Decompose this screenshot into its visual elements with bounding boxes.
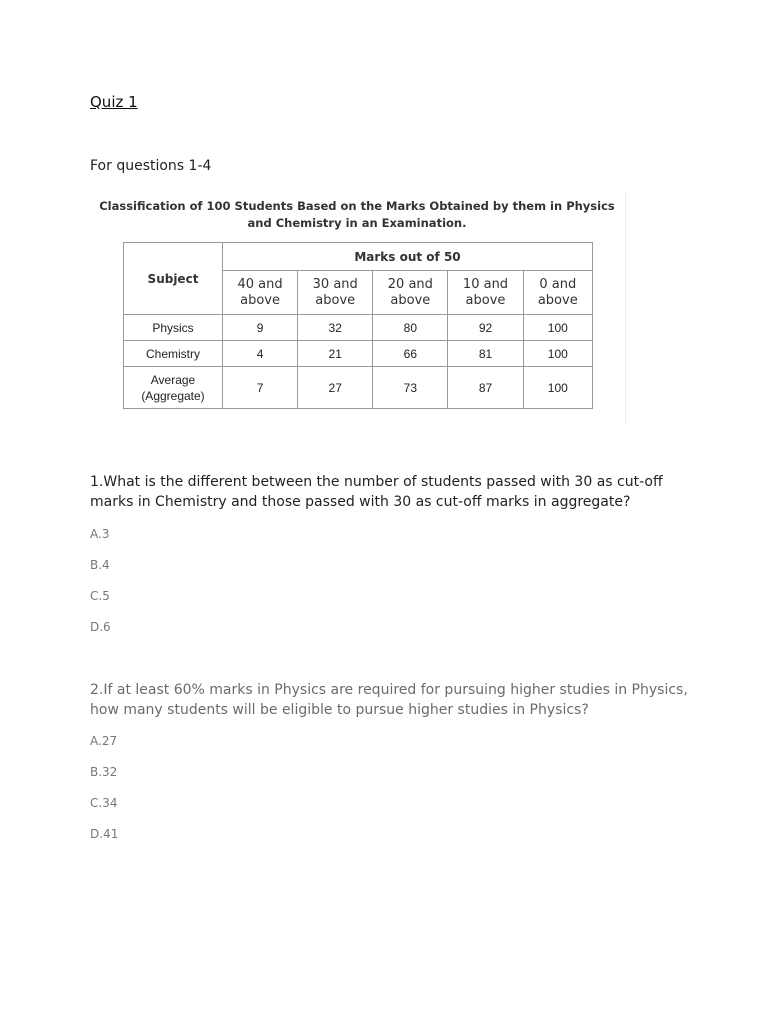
q1-option-b: B.4 [90,558,110,572]
table-figure [92,192,626,424]
column-header: 10 and above [448,271,523,315]
question-1: 1.What is the different between the number of students passed with 30 as cut-off marks in Chemistry and those passed with 30 as cut-off marks in aggregate? [90,474,663,510]
column-header: 0 and above [523,271,592,315]
quiz-title: Quiz 1 [90,93,138,111]
table-row [124,367,593,409]
table-row [124,315,593,341]
q1-option-c: C.5 [90,589,110,603]
table-caption: Classification of 100 Students Based on the Marks Obtained by them in Physics and Chemistry in an Examination. [99,199,615,230]
row-label: Chemistry [124,341,223,367]
table-cell: 100 [523,367,592,409]
q2-option-c: C.34 [90,796,118,810]
column-header: 20 and above [373,271,448,315]
table-cell: 80 [373,315,448,341]
table-cell: 9 [223,315,298,341]
table-cell: 100 [523,315,592,341]
marks-table [123,242,593,409]
marks-group-header: Marks out of 50 [223,243,593,271]
row-label: Physics [124,315,223,341]
table-cell: 81 [448,341,523,367]
table-cell: 66 [373,341,448,367]
table-cell: 21 [298,341,373,367]
table-cell: 87 [448,367,523,409]
table-cell: 4 [223,341,298,367]
q2-option-d: D.41 [90,827,119,841]
column-header: 40 and above [223,271,298,315]
q2-option-b: B.32 [90,765,118,779]
subject-header: Subject [124,243,223,315]
question-2: 2.If at least 60% marks in Physics are required for pursuing higher studies in Physics, how many students will be eligible to pursue higher studies in Physics? [90,682,688,718]
row-label: Average (Aggregate) [124,367,223,409]
q2-option-a: A.27 [90,734,118,748]
table-cell: 7 [223,367,298,409]
table-cell: 32 [298,315,373,341]
table-cell: 73 [373,367,448,409]
table-cell: 27 [298,367,373,409]
table-row [124,341,593,367]
table-cell: 92 [448,315,523,341]
intro-text: For questions 1-4 [90,158,212,174]
table-cell: 100 [523,341,592,367]
q1-option-d: D.6 [90,620,111,634]
q1-option-a: A.3 [90,527,110,541]
column-header: 30 and above [298,271,373,315]
